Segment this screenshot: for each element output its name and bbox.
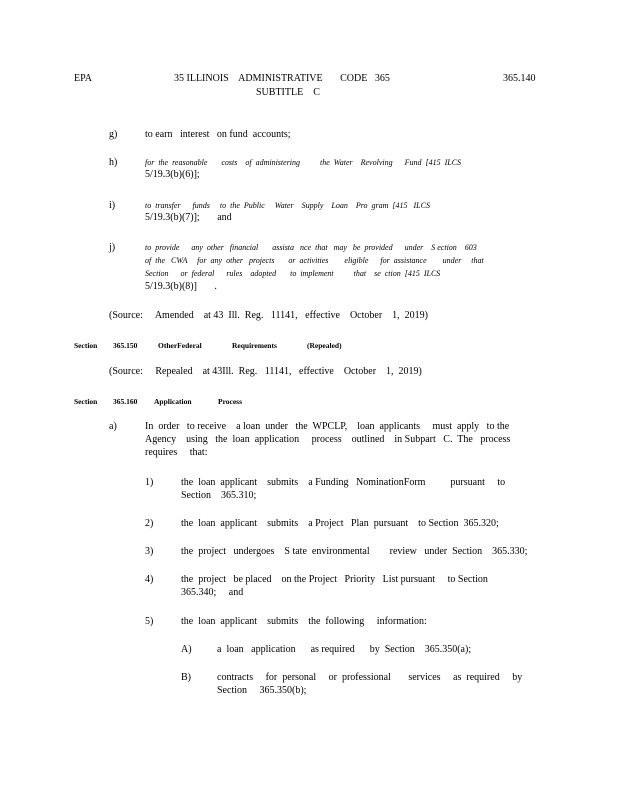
section-title2-160: Process <box>218 397 243 406</box>
section-title2-150: Requirements <box>232 341 277 350</box>
section-status-150: (Repealed) <box>307 341 342 350</box>
item-text-h-line2: 5/19.3(b)(6)]; <box>145 169 200 180</box>
list-item-line1: the project be placed on the Project Priority List pursuant to Section <box>181 574 488 585</box>
section-number-160: 365.160 <box>113 397 138 406</box>
item-text-g: to earn interest on fund accounts; <box>145 129 291 140</box>
item-text-j-line1: to provide any other financial assista nce that may be provided under S ection 603 <box>145 243 477 252</box>
item-text-i-line2: 5/19.3(b)(7)]; and <box>145 212 232 223</box>
sub-list-item-label: B) <box>181 672 191 683</box>
item-label-j: j) <box>109 242 116 253</box>
list-item-line1: the loan applicant submits the following information: <box>181 616 427 627</box>
para-a-line3: requires that: <box>145 447 208 458</box>
para-a-line2: Agency using the loan application process outlined in Subpart C. The process <box>145 434 511 445</box>
para-label-a: a) <box>109 421 117 432</box>
item-label-i: i) <box>109 200 116 211</box>
section-label-160: Section <box>74 397 98 406</box>
sub-list-item-line2: Section 365.350(b); <box>217 685 307 696</box>
sub-list-item-line1: a loan application as required by Section 365.350(a); <box>217 644 472 655</box>
item-text-j-line3: Section or federal rules adopted to implement that se ction [415 ILCS <box>145 269 441 278</box>
item-text-i-line1: to transfer funds to the Public Water Supply Loan Pro gram [415 ILCS <box>145 201 430 210</box>
section-title-160: Application <box>154 397 192 406</box>
list-item-label: 1) <box>145 477 154 488</box>
item-label-g: g) <box>109 129 118 140</box>
item-text-j-line2: of the CWA for any other projects or activities eligible for assistance under that <box>145 256 484 265</box>
list-item-label: 4) <box>145 574 154 585</box>
item-label-h: h) <box>109 157 118 168</box>
list-item-line2: Section 365.310; <box>181 490 257 501</box>
header-title: 35 ILLINOIS ADMINISTRATIVE CODE 365 <box>174 73 390 84</box>
source-note-2: (Source: Repealed at 43Ill. Reg. 11141, effective October 1, 2019) <box>109 366 422 377</box>
header-subtitle: SUBTITLE C <box>256 87 320 98</box>
header-section-number: 365.140 <box>503 73 536 84</box>
list-item-label: 2) <box>145 518 154 529</box>
list-item-line1: the loan applicant submits a Project Plan pursuant to Section 365.320; <box>181 518 499 529</box>
item-text-j-line4: 5/19.3(b)(8)] . <box>145 281 217 292</box>
list-item-line1: the loan applicant submits a Funding NominationForm pursuant to <box>181 477 506 488</box>
list-item-line2: 365.340; and <box>181 587 244 598</box>
source-note-1: (Source: Amended at 43 Ill. Reg. 11141, effective October 1, 2019) <box>109 310 428 321</box>
section-label-150: Section <box>74 341 98 350</box>
sub-list-item-label: A) <box>181 644 192 655</box>
header-agency: EPA <box>74 73 92 84</box>
para-a-line1: In order to receive a loan under the WPCLP, loan applicants must apply to the <box>145 421 510 432</box>
list-item-label: 5) <box>145 616 154 627</box>
sub-list-item-line1: contracts for personal or professional services as required by <box>217 672 523 683</box>
list-item-label: 3) <box>145 546 154 557</box>
list-item-line1: the project undergoes S tate environmental review under Section 365.330; <box>181 546 528 557</box>
section-number-150: 365.150 <box>113 341 138 350</box>
section-title-150: OtherFederal <box>158 341 202 350</box>
item-text-h-line1: for the reasonable costs of administering the Water Revolving Fund [415 ILCS <box>145 158 462 167</box>
